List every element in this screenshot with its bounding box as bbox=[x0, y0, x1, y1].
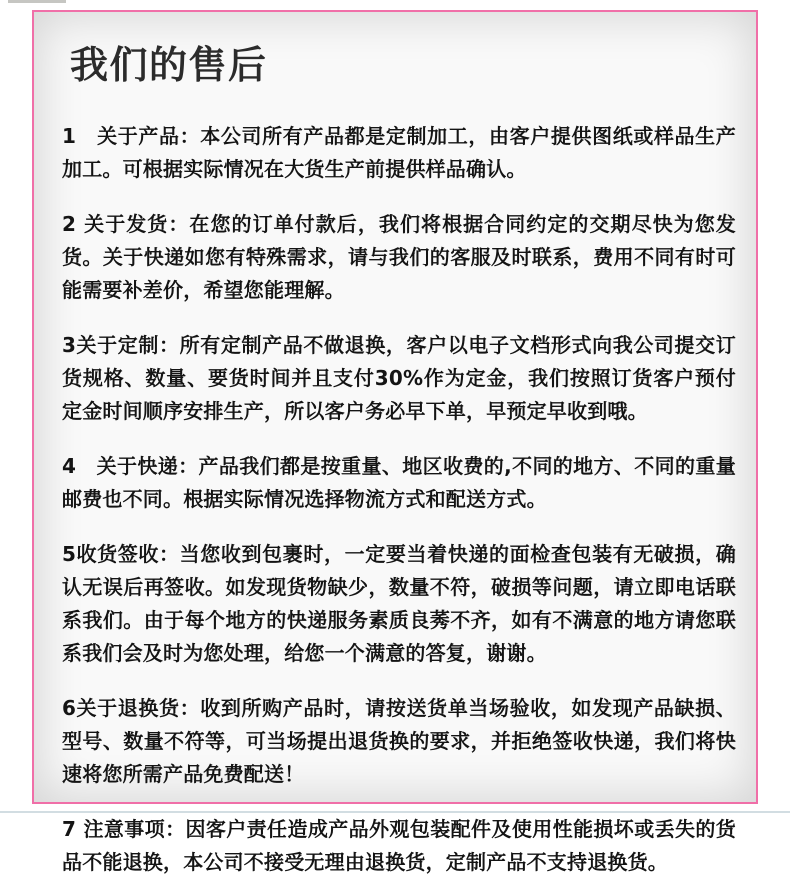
policy-paragraph-receipt: 5收货签收：当您收到包裹时，一定要当着快递的面检查包装有无破损，确认无误后再签收。如发现货物缺少，数量不符，破损等问题，请立即电话联系我们。由于每个地方的快递服务素质良莠不齐，如有不满意的地方请您联系我们会及时为您处理，给您一个满意的答复，谢谢。 bbox=[62, 542, 736, 665]
policy-paragraph-notes: 7 注意事项：因客户责任造成产品外观包装配件及使用性能损坏或丢失的货品不能退换，本公司不接受无理由退换货，定制产品不支持退换货。 bbox=[62, 817, 736, 874]
policy-paragraph-product: 1 关于产品：本公司所有产品都是定制加工，由客户提供图纸或样品生产加工。可根据实际情况在大货生产前提供样品确认。 bbox=[62, 124, 736, 181]
policy-paragraph-customization: 3关于定制：所有定制产品不做退换，客户以电子文档形式向我公司提交订货规格、数量、要货时间并且支付30%作为定金，我们按照订货客户预付定金时间顺序安排生产，所以客户务必早下单，早预定早收到哦。 bbox=[62, 333, 736, 423]
policy-paragraph-express: 4 关于快递：产品我们都是按重量、地区收费的,不同的地方、不同的重量邮费也不同。根据实际情况选择物流方式和配送方式。 bbox=[62, 454, 736, 511]
policy-paragraph-returns: 6关于退换货：收到所购产品时，请按送货单当场验收，如发现产品缺损、型号、数量不符等，可当场提出退货换的要求，并拒绝签收快递，我们将快速将您所需产品免费配送！ bbox=[62, 696, 736, 786]
after-sales-panel bbox=[32, 10, 758, 874]
policy-paragraph-shipping: 2 关于发货：在您的订单付款后，我们将根据合同约定的交期尽快为您发货。关于快递如您有特殊需求，请与我们的客服及时联系，费用不同有时可能需要补差价，希望您能理解。 bbox=[62, 212, 736, 302]
page-title: 我们的售后 bbox=[70, 43, 268, 87]
policy-list bbox=[34, 120, 756, 879]
top-edge-artifact bbox=[8, 0, 66, 3]
bottom-divider bbox=[0, 811, 790, 813]
